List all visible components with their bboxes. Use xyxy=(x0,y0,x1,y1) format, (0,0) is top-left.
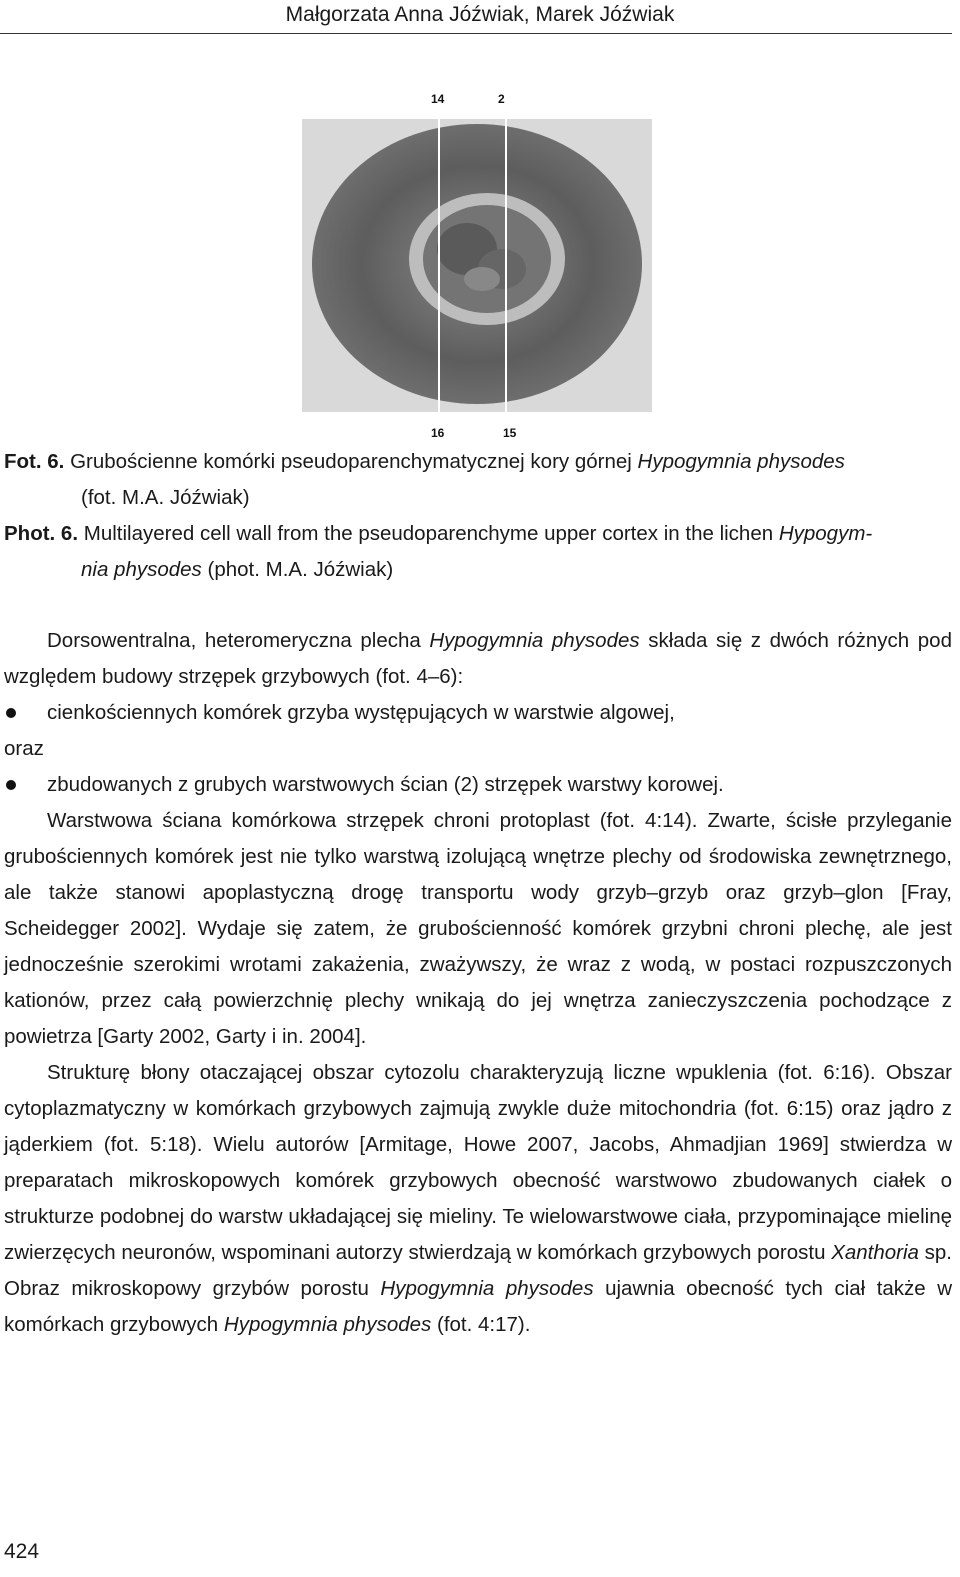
running-header: Małgorzata Anna Jóźwiak, Marek Jóźwiak xyxy=(285,3,675,26)
caption-en-credit: (phot. M.A. Jóźwiak) xyxy=(201,558,394,581)
caption-en-species-a: Hypogym- xyxy=(778,522,873,545)
header-rule xyxy=(0,33,952,34)
caption-pl-label: Fot. 6. xyxy=(4,450,65,473)
cell-micrograph-illustration xyxy=(302,119,652,412)
caption-pl-text: Grubościenne komórki pseudoparenchymatycznej kory górnej xyxy=(70,450,638,473)
caption-en-line xyxy=(4,516,954,552)
body-text xyxy=(4,623,952,1343)
caption-en-credit-line xyxy=(4,552,954,588)
bullet-2-text: zbudowanych z grubych warstwowych ścian (2) strzępek warstwy korowej. xyxy=(47,773,724,796)
bullet-item-2 xyxy=(4,767,952,803)
paragraph-1 xyxy=(4,623,952,695)
figure-label-15: 15 xyxy=(503,426,517,440)
p3-text-a: Strukturę błony otaczającej obszar cytozolu charakteryzują liczne wpuklenia (fot. 6:16). Obszar cytoplazmatyczny w komórkach grzybowych zajmują zwykle duże mitochondria (fot. 6:15) oraz jądro z jąderkiem (fot. 5:18). Wielu autorów [Armitage, Howe 2007, Jacobs, Ahmadjian 1969] stwierdza w preparatach mikroskopowych komórek grzybowych obecność warstwowo zbudowanych ciałek o strukturze podobnej do warstw układającej się mieliny. Te wielowarstwowe ciała, przypominające mielinę zwierzęcych neuronów, wspominani autorzy stwierdzają w komórkach grzybowych porostu xyxy=(4,1061,952,1264)
paragraph-2: Warstwowa ściana komórkowa strzępek chroni protoplast (fot. 4:14). Zwarte, ścisłe przyleganie grubościennych komórek jest nie tylko warstwą izolującą wnętrze plechy od środowiska zewnętrznego, ale także stanowi apoplastyczną drogę transportu wody grzyb–grzyb oraz grzyb–glon [Fray, Scheidegger 2002]. Wydaje się zatem, że grubościenność komórek grzybni chroni plechę, ale jest jednocześnie szerokimi wrotami zakażenia, zważywszy, że wraz z wodą, w postaci rozpuszczonych kationów, przez całą powierzchnię plechy wnikają do jej wnętrza zanieczyszczenia pochodzące z powietrza [Garty 2002, Garty i in. 2004]. xyxy=(4,809,952,1048)
paragraph-3 xyxy=(4,1055,952,1343)
p3-species-hypogymnia-2: Hypogymnia physodes xyxy=(223,1313,432,1336)
caption-en-label: Phot. 6. xyxy=(4,522,79,545)
caption-pl-credit: (fot. M.A. Jóźwiak) xyxy=(81,486,250,509)
p3-text-d: (fot. 4:17). xyxy=(431,1313,531,1336)
figure-label-16: 16 xyxy=(431,426,445,440)
oraz-line: oraz xyxy=(4,737,44,760)
p1-text-a: Dorsowentralna, heteromeryczna plecha xyxy=(47,629,430,652)
pointer-line-14-16 xyxy=(438,108,440,426)
caption-pl-species: Hypogymnia physodes xyxy=(637,450,845,473)
bullet-icon xyxy=(6,780,16,790)
caption-pl-line xyxy=(4,444,954,480)
bullet-item-1 xyxy=(4,695,952,731)
bullet-icon xyxy=(6,708,16,718)
figure-label-14: 14 xyxy=(431,92,445,106)
caption-en-text: Multilayered cell wall from the pseudoparenchyme upper cortex in the lichen xyxy=(83,522,779,545)
p3-species-xanthoria: Xanthoria xyxy=(831,1241,919,1264)
p3-text-c: ujawnia obecność tych ciał także w komórkach grzybowych xyxy=(4,1277,952,1336)
p1-text-b: składa się z dwóch różnych pod względem budowy strzępek grzybowych (fot. 4–6): xyxy=(4,629,952,688)
bullet-1-text: cienkościennych komórek grzyba występujących w warstwie algowej, xyxy=(47,701,675,724)
p1-species: Hypogymnia physodes xyxy=(429,629,640,652)
figure-caption xyxy=(4,444,954,588)
page-number: 424 xyxy=(4,1540,40,1563)
figure-micrograph xyxy=(300,86,656,444)
p3-text-b: sp. Obraz mikroskopowy grzybów porostu xyxy=(4,1241,952,1300)
p3-species-hypogymnia-1: Hypogymnia physodes xyxy=(380,1277,594,1300)
caption-en-species-b: nia physodes xyxy=(81,558,202,581)
figure-label-2: 2 xyxy=(498,92,505,106)
pointer-line-2-15 xyxy=(505,108,507,426)
micrograph-image xyxy=(302,119,652,412)
